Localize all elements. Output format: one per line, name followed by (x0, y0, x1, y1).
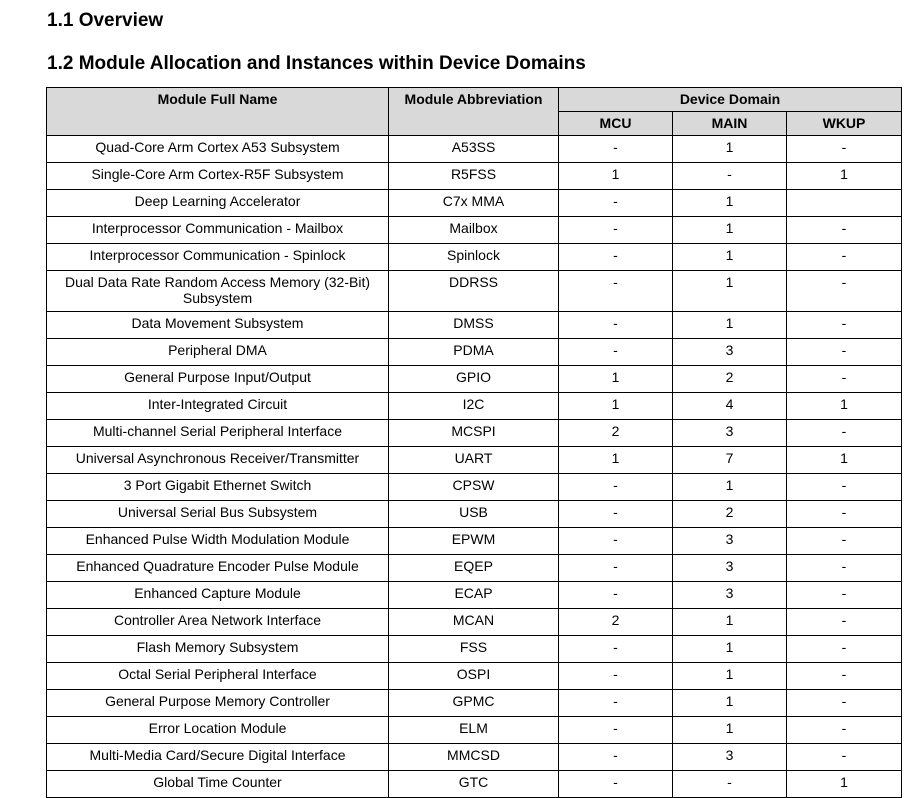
table-row (47, 190, 902, 217)
cell-mcu-count: - (559, 717, 673, 744)
cell-module-abbreviation: DDRSS (389, 271, 559, 312)
cell-module-name: Controller Area Network Interface (47, 609, 389, 636)
cell-main-count: - (673, 163, 787, 190)
table-row (47, 244, 902, 271)
table-row (47, 501, 902, 528)
cell-module-name: Multi-Media Card/Secure Digital Interface (47, 744, 389, 771)
cell-module-name: Data Movement Subsystem (47, 312, 389, 339)
cell-module-name: Multi-channel Serial Peripheral Interface (47, 420, 389, 447)
cell-module-abbreviation: PDMA (389, 339, 559, 366)
cell-module-abbreviation: A53SS (389, 136, 559, 163)
cell-module-name: Octal Serial Peripheral Interface (47, 663, 389, 690)
cell-mcu-count: - (559, 501, 673, 528)
cell-main-count: 1 (673, 636, 787, 663)
cell-module-name: Enhanced Capture Module (47, 582, 389, 609)
cell-module-abbreviation: FSS (389, 636, 559, 663)
table-body (47, 136, 902, 798)
cell-main-count: 1 (673, 312, 787, 339)
cell-wkup-count: - (787, 217, 902, 244)
cell-module-abbreviation: MCSPI (389, 420, 559, 447)
cell-mcu-count: - (559, 339, 673, 366)
table-row (47, 136, 902, 163)
cell-main-count: 1 (673, 136, 787, 163)
cell-wkup-count: - (787, 312, 902, 339)
cell-mcu-count: 1 (559, 393, 673, 420)
cell-module-abbreviation: Mailbox (389, 217, 559, 244)
cell-module-abbreviation: C7x MMA (389, 190, 559, 217)
cell-wkup-count: - (787, 717, 902, 744)
cell-wkup-count: - (787, 136, 902, 163)
cell-main-count: 1 (673, 244, 787, 271)
cell-module-name: Interprocessor Communication - Spinlock (47, 244, 389, 271)
module-allocation-table (46, 87, 902, 798)
cell-wkup-count: - (787, 366, 902, 393)
cell-wkup-count: - (787, 271, 902, 312)
cell-mcu-count: - (559, 744, 673, 771)
cell-main-count: 1 (673, 609, 787, 636)
table-row (47, 366, 902, 393)
table-row (47, 636, 902, 663)
cell-mcu-count: 1 (559, 447, 673, 474)
cell-main-count: 4 (673, 393, 787, 420)
table-row (47, 744, 902, 771)
cell-module-abbreviation: ECAP (389, 582, 559, 609)
cell-mcu-count: - (559, 771, 673, 798)
table-row (47, 528, 902, 555)
cell-module-name: Deep Learning Accelerator (47, 190, 389, 217)
cell-wkup-count: - (787, 690, 902, 717)
table-row (47, 555, 902, 582)
cell-main-count: 3 (673, 744, 787, 771)
table-row (47, 771, 902, 798)
cell-wkup-count: - (787, 663, 902, 690)
cell-module-abbreviation: USB (389, 501, 559, 528)
cell-mcu-count: 2 (559, 420, 673, 447)
cell-main-count: 3 (673, 339, 787, 366)
cell-main-count: 1 (673, 217, 787, 244)
cell-module-name: Enhanced Pulse Width Modulation Module (47, 528, 389, 555)
cell-mcu-count: - (559, 217, 673, 244)
cell-module-name: Universal Serial Bus Subsystem (47, 501, 389, 528)
cell-main-count: 7 (673, 447, 787, 474)
cell-wkup-count: 1 (787, 163, 902, 190)
column-header-mcu: MCU (559, 112, 673, 136)
column-header-abbreviation: Module Abbreviation (389, 88, 559, 136)
table-row (47, 582, 902, 609)
table-row (47, 271, 902, 312)
cell-main-count: 1 (673, 474, 787, 501)
table-row (47, 609, 902, 636)
cell-wkup-count: 1 (787, 447, 902, 474)
cell-module-name: Inter-Integrated Circuit (47, 393, 389, 420)
cell-mcu-count: 1 (559, 163, 673, 190)
cell-module-name: Flash Memory Subsystem (47, 636, 389, 663)
cell-module-abbreviation: ELM (389, 717, 559, 744)
cell-wkup-count: - (787, 474, 902, 501)
cell-mcu-count: - (559, 555, 673, 582)
cell-main-count: 1 (673, 690, 787, 717)
table-header-row (47, 88, 902, 112)
cell-mcu-count: - (559, 528, 673, 555)
table-row (47, 474, 902, 501)
table-row (47, 663, 902, 690)
column-header-wkup: WKUP (787, 112, 902, 136)
cell-module-abbreviation: MMCSD (389, 744, 559, 771)
table-row (47, 163, 902, 190)
cell-main-count: 1 (673, 717, 787, 744)
section-heading-module-allocation: 1.2 Module Allocation and Instances within Device Domains (47, 53, 586, 74)
cell-wkup-count: - (787, 528, 902, 555)
cell-mcu-count: 1 (559, 366, 673, 393)
column-header-full-name: Module Full Name (47, 88, 389, 136)
cell-mcu-count: - (559, 474, 673, 501)
column-header-main: MAIN (673, 112, 787, 136)
cell-mcu-count: - (559, 312, 673, 339)
cell-module-abbreviation: UART (389, 447, 559, 474)
cell-mcu-count: - (559, 690, 673, 717)
cell-mcu-count: - (559, 244, 673, 271)
cell-mcu-count: - (559, 582, 673, 609)
cell-mcu-count: - (559, 190, 673, 217)
cell-module-name: Enhanced Quadrature Encoder Pulse Module (47, 555, 389, 582)
cell-wkup-count: - (787, 501, 902, 528)
table-row (47, 217, 902, 244)
cell-main-count: 3 (673, 555, 787, 582)
cell-module-abbreviation: EQEP (389, 555, 559, 582)
cell-main-count: 1 (673, 663, 787, 690)
cell-module-abbreviation: GPMC (389, 690, 559, 717)
cell-wkup-count: 1 (787, 771, 902, 798)
cell-mcu-count: - (559, 663, 673, 690)
cell-module-abbreviation: EPWM (389, 528, 559, 555)
cell-module-name: Error Location Module (47, 717, 389, 744)
cell-main-count: 1 (673, 271, 787, 312)
cell-module-name: 3 Port Gigabit Ethernet Switch (47, 474, 389, 501)
cell-wkup-count: - (787, 555, 902, 582)
cell-module-abbreviation: DMSS (389, 312, 559, 339)
cell-module-name: Universal Asynchronous Receiver/Transmitter (47, 447, 389, 474)
cell-main-count: 2 (673, 366, 787, 393)
cell-module-name: Global Time Counter (47, 771, 389, 798)
cell-wkup-count: - (787, 609, 902, 636)
cell-wkup-count: - (787, 420, 902, 447)
cell-module-name: Peripheral DMA (47, 339, 389, 366)
cell-wkup-count: - (787, 339, 902, 366)
cell-module-name: Interprocessor Communication - Mailbox (47, 217, 389, 244)
cell-module-abbreviation: MCAN (389, 609, 559, 636)
cell-module-abbreviation: GPIO (389, 366, 559, 393)
cell-module-abbreviation: I2C (389, 393, 559, 420)
cell-wkup-count: - (787, 582, 902, 609)
cell-module-name: General Purpose Memory Controller (47, 690, 389, 717)
cell-module-abbreviation: R5FSS (389, 163, 559, 190)
cell-wkup-count: 1 (787, 393, 902, 420)
cell-module-name: Dual Data Rate Random Access Memory (32-Bit) Subsystem (47, 271, 389, 312)
cell-mcu-count: - (559, 271, 673, 312)
cell-wkup-count (787, 190, 902, 217)
cell-main-count: 3 (673, 420, 787, 447)
cell-module-name: Quad-Core Arm Cortex A53 Subsystem (47, 136, 389, 163)
cell-module-abbreviation: CPSW (389, 474, 559, 501)
cell-mcu-count: - (559, 636, 673, 663)
cell-module-abbreviation: Spinlock (389, 244, 559, 271)
table-row (47, 447, 902, 474)
cell-wkup-count: - (787, 744, 902, 771)
table-row (47, 717, 902, 744)
table-row (47, 393, 902, 420)
cell-mcu-count: - (559, 136, 673, 163)
cell-main-count: - (673, 771, 787, 798)
table-row (47, 420, 902, 447)
section-heading-overview: 1.1 Overview (47, 10, 164, 31)
cell-main-count: 3 (673, 528, 787, 555)
cell-module-abbreviation: OSPI (389, 663, 559, 690)
table-row (47, 312, 902, 339)
cell-main-count: 1 (673, 190, 787, 217)
cell-module-name: General Purpose Input/Output (47, 366, 389, 393)
cell-mcu-count: 2 (559, 609, 673, 636)
cell-wkup-count: - (787, 636, 902, 663)
cell-module-abbreviation: GTC (389, 771, 559, 798)
column-header-device-domain: Device Domain (559, 88, 902, 112)
cell-wkup-count: - (787, 244, 902, 271)
table-row (47, 690, 902, 717)
cell-main-count: 2 (673, 501, 787, 528)
table-row (47, 339, 902, 366)
cell-module-name: Single-Core Arm Cortex-R5F Subsystem (47, 163, 389, 190)
cell-main-count: 3 (673, 582, 787, 609)
